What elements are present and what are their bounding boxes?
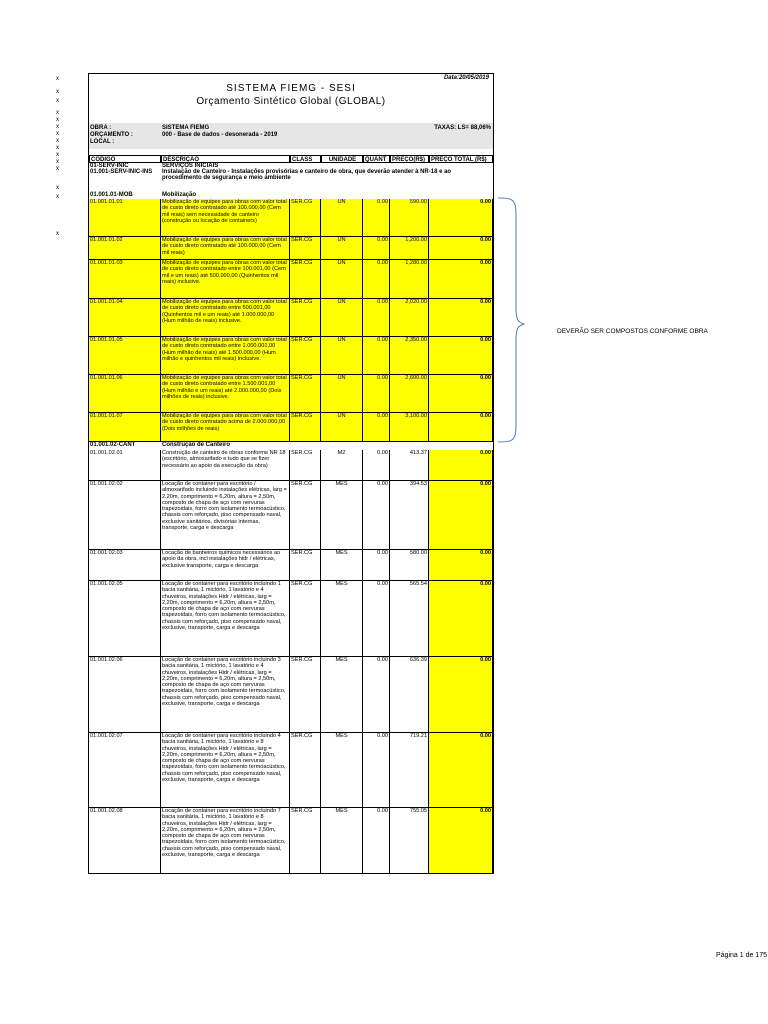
item-class: SER.CG xyxy=(290,413,321,442)
item-unit: MES xyxy=(321,481,363,550)
item-total: 0.00 xyxy=(429,657,493,733)
table-row xyxy=(89,657,493,733)
item-description: Construção de canteiro de obras conforme NR 18 (escritório, almoxarifado e tudo que se fizer necessário ao apoio da execução da obra) xyxy=(161,450,290,481)
item-unit: UN xyxy=(321,413,363,442)
item-description: Mobilização de equipes para obras com valor total de custo direto contratado entre 500.001,00 (Quinhentos mil e um reais) até 1.000.000,00 (Hum milhão de reais) inclusive. xyxy=(161,299,290,337)
item-description: Locação de container para escritório incluindo 1 bacia sanitária, 1 mictório, 1 lavatório e 4 chuveiros, instalações Hidr / elétricas, larg = 2,20m, comprimento = 6,20m, altura = 2,50m, composto de chapa de aço com nervuras trapezoidais, forro com isolamento termoacústico, chassis com reforçado, piso compensado naval, exclusive, transporte, carga e descarga xyxy=(161,581,290,657)
margin-mark: x xyxy=(56,89,59,95)
item-class: SER.CG xyxy=(290,481,321,550)
item-description: Mobilização de equipes para obras com valor total de custo direto contratado entre 100.001,00 (Cem mil e um reais) até 500.000,00 (Quinhentos mil reais) inclusive. xyxy=(161,260,290,299)
item-quantity: 0.00 xyxy=(363,481,390,550)
orcamento-label: ORÇAMENTO : xyxy=(90,132,133,138)
margin-mark: x xyxy=(56,138,59,144)
item-unit: UN xyxy=(321,199,363,237)
page-number: Página 1 de 175 xyxy=(716,952,767,959)
item-description: Mobilização de equipes para obras com valor total de custo direto contratado até 100.000,00 (Cem mil reais) xyxy=(161,237,290,260)
table-row xyxy=(89,237,493,260)
item-code: 01.001.01.02 xyxy=(89,237,161,260)
margin-mark: x xyxy=(56,152,59,158)
section-description: Construção de Canteiro xyxy=(162,442,231,448)
item-class: SER.CG xyxy=(290,199,321,237)
item-class: SER.CG xyxy=(290,337,321,375)
item-quantity: 0.00 xyxy=(363,299,390,337)
item-quantity: 0.00 xyxy=(363,657,390,733)
item-description: Locação de container para escritório incluindo 4 bacia sanitária, 1 mictório, 1 lavatório e 8 chuveiros, instalações Hidr / elétricas, larg = 2,20m, comprimento = 6,20m, altura = 2,50m, composto de chapa de aço com nervuras trapezoidais, forro com isolamento termoacústico, chassis com reforçado, piso compensado naval, exclusive, transporte, carga e descarga xyxy=(161,733,290,808)
item-total: 0.00 xyxy=(429,413,493,442)
report-subtitle: Orçamento Sintético Global (GLOBAL) xyxy=(196,96,386,107)
table-row xyxy=(89,733,493,808)
table-row xyxy=(89,450,493,481)
item-total: 0.00 xyxy=(429,260,493,299)
item-class: SER.CG xyxy=(290,450,321,481)
margin-mark: x xyxy=(56,194,59,200)
item-unit: MES xyxy=(321,581,363,657)
margin-mark: x xyxy=(56,131,59,137)
item-unit: MES xyxy=(321,550,363,581)
item-quantity: 0.00 xyxy=(363,375,390,413)
margin-mark: x xyxy=(56,231,59,237)
table-row xyxy=(89,299,493,337)
item-price: 755.05 xyxy=(390,808,429,874)
item-price: 2,350.00 xyxy=(390,337,429,375)
item-quantity: 0.00 xyxy=(363,413,390,442)
table-row xyxy=(89,413,493,442)
item-quantity: 0.00 xyxy=(363,237,390,260)
item-code: 01.001.02.03 xyxy=(89,550,161,581)
project-info-band xyxy=(89,123,493,149)
item-total: 0.00 xyxy=(429,375,493,413)
item-total: 0.00 xyxy=(429,581,493,657)
report-date: Data:20/05/2019 xyxy=(443,75,489,81)
local-label: LOCAL : xyxy=(90,139,115,145)
item-code: 01.001.02.05 xyxy=(89,581,161,657)
table-row xyxy=(89,550,493,581)
item-quantity: 0.00 xyxy=(363,550,390,581)
item-code: 01.001.02.07 xyxy=(89,733,161,808)
margin-mark: x xyxy=(56,124,59,130)
item-total: 0.00 xyxy=(429,450,493,481)
margin-mark: x xyxy=(56,98,59,104)
item-description: Mobilização de equipes para obras com valor total de custo direto contratado entre 1.500.001,00 (Hum milhão e um reais) até 2.000.000,00 (Dois milhões de reais) inclusive. xyxy=(161,375,290,413)
column-header-class: CLASS xyxy=(290,155,321,163)
item-price: 565.54 xyxy=(390,581,429,657)
table-row xyxy=(89,199,493,237)
item-description: Locação de container para escritório incluindo 7 bacia sanitária, 1 mictório, 1 lavatório e 8 chuveiros, instalações Hidr / elétricas, larg = 2,20m, comprimento = 6,20m, altura = 2,50m, composto de chapa de aço com nervuras trapezoidais, forro com isolamento termoacústico, chassis com reforçado, piso compensado naval, exclusive, transporte, carga e descarga xyxy=(161,808,290,874)
item-code: 01.001.01.04 xyxy=(89,299,161,337)
taxas-label: TAXAS: LS= 88,06% xyxy=(434,125,491,131)
item-quantity: 0.00 xyxy=(363,581,390,657)
orcamento-value: 000 - Base de dados - desonerada - 2019 xyxy=(162,132,278,138)
item-price: 590.00 xyxy=(390,199,429,237)
item-class: SER.CG xyxy=(290,657,321,733)
item-unit: UN xyxy=(321,237,363,260)
margin-mark: x xyxy=(56,166,59,172)
margin-mark: x xyxy=(56,110,59,116)
item-total: 0.00 xyxy=(429,199,493,237)
margin-mark: x xyxy=(56,145,59,151)
column-header-description: DESCRIÇÃO xyxy=(161,155,290,163)
item-code: 01.001.01.03 xyxy=(89,260,161,299)
margin-mark: x xyxy=(56,76,59,82)
item-price: 2,600.00 xyxy=(390,375,429,413)
table-row xyxy=(89,481,493,550)
item-code: 01.001.02.08 xyxy=(89,808,161,874)
item-description: Locação de banheiros químicos necessários ao apoio da obra, incl instalações hidr / elétricas, exclusive transporte, carga e descarga xyxy=(161,550,290,581)
item-code: 01.001.02.01 xyxy=(89,450,161,481)
item-description: Mobilização de equipes para obras com valor total de custo direto contratado acima de 2.000.000,00 (Dois milhões de reais) xyxy=(161,413,290,442)
item-description: Locação de container para escritório incluindo 3 bacia sanitária, 1 mictório, 1 lavatório e 4 chuveiros, instalações Hidr / elétricas, larg = 2,20m, comprimento = 6,20m, altura = 2,50m, composto de chapa de aço com nervuras trapezoidais, forro com isolamento termoacústico, chassis com reforçado, piso compensado naval, exclusive, transporte, carga e descarga xyxy=(161,657,290,733)
column-header-code: CÓDIGO xyxy=(89,155,161,163)
annotation-note: DEVERÃO SER COMPOSTOS CONFORME OBRA xyxy=(557,328,708,335)
table-row xyxy=(89,337,493,375)
item-price: 1,200.00 xyxy=(390,237,429,260)
item-price: 2,020.00 xyxy=(390,299,429,337)
item-unit: UN xyxy=(321,299,363,337)
item-total: 0.00 xyxy=(429,481,493,550)
column-header-price: PREÇO(R$) xyxy=(390,155,429,163)
section-code: 01.001.01-MOB xyxy=(90,192,133,198)
item-total: 0.00 xyxy=(429,733,493,808)
item-price: 1,280.00 xyxy=(390,260,429,299)
item-quantity: 0.00 xyxy=(363,808,390,874)
item-total: 0.00 xyxy=(429,808,493,874)
item-price: 413.37 xyxy=(390,450,429,481)
item-unit: MES xyxy=(321,657,363,733)
item-quantity: 0.00 xyxy=(363,199,390,237)
group-description: SERVIÇOS INICIAIS xyxy=(162,163,219,169)
obra-value: SISTEMA FIEMG xyxy=(162,125,210,131)
item-description: Locação de container para escritório / almoxarifado incluindo instalações elétricas, larg = 2,20m, comprimento = 6,20m, altura = 2,50m, composto de chapa de aço com nervuras trapezoidais, forro com isolamento termoacústico, chassis com reforçado, piso compensado naval, exclusive sanitários, divisórias internas, transporte, carga e descarga xyxy=(161,481,290,550)
system-title: SISTEMA FIEMG - SESI xyxy=(226,83,356,94)
item-price: 394.53 xyxy=(390,481,429,550)
item-unit: UN xyxy=(321,260,363,299)
item-unit: UN xyxy=(321,337,363,375)
table-row xyxy=(89,581,493,657)
item-price: 3,100.00 xyxy=(390,413,429,442)
table-row xyxy=(89,808,493,874)
item-total: 0.00 xyxy=(429,237,493,260)
item-quantity: 0.00 xyxy=(363,260,390,299)
subgroup-description: Instalação de Canteiro - Instalações provisórias e canteiro de obra, que deverão atender à NR-18 e ao procedimento de segurança e meio ambiente xyxy=(162,169,452,181)
item-price: 580.00 xyxy=(390,550,429,581)
obra-label: OBRA : xyxy=(90,125,112,131)
item-class: SER.CG xyxy=(290,375,321,413)
item-code: 01.001.02.06 xyxy=(89,657,161,733)
section-description: Mobilização xyxy=(162,192,197,198)
item-code: 01.001.01.06 xyxy=(89,375,161,413)
item-code: 01.001.02.02 xyxy=(89,481,161,550)
budget-sheet xyxy=(88,73,494,874)
item-total: 0.00 xyxy=(429,550,493,581)
item-total: 0.00 xyxy=(429,337,493,375)
table-row xyxy=(89,375,493,413)
column-header-total: PREÇO TOTAL (R$) xyxy=(429,155,493,163)
item-class: SER.CG xyxy=(290,581,321,657)
item-price: 719.21 xyxy=(390,733,429,808)
item-class: SER.CG xyxy=(290,733,321,808)
margin-mark: x xyxy=(56,159,59,165)
item-class: SER.CG xyxy=(290,808,321,874)
item-class: SER.CG xyxy=(290,260,321,299)
item-unit: MES xyxy=(321,808,363,874)
table-row xyxy=(89,260,493,299)
item-class: SER.CG xyxy=(290,550,321,581)
section-code: 01.001.02-CANT xyxy=(90,442,136,448)
item-unit: UN xyxy=(321,375,363,413)
bracket-annotation xyxy=(496,196,526,446)
subgroup-code: 01.001-SERV-INIC-INS xyxy=(90,169,153,175)
item-class: SER.CG xyxy=(290,299,321,337)
item-unit: MES xyxy=(321,733,363,808)
margin-mark: x xyxy=(56,185,59,191)
item-price: 636.39 xyxy=(390,657,429,733)
column-header-quantity: QUANT xyxy=(363,155,390,163)
item-quantity: 0.00 xyxy=(363,337,390,375)
item-description: Mobilização de equipes para obras com valor total de custo direto contratado entre 1.000.001,00 (Hum milhão de reais) até 1.500.000,00 (Hum milhão e quinhentos mil reais) inclusive. xyxy=(161,337,290,375)
item-quantity: 0.00 xyxy=(363,450,390,481)
item-class: SER.CG xyxy=(290,237,321,260)
group-code: 01-SERV-INIC xyxy=(90,163,129,169)
item-total: 0.00 xyxy=(429,299,493,337)
item-code: 01.001.01.05 xyxy=(89,337,161,375)
item-description: Mobilização de equipes para obras com valor total de custo direto contratado até 100.000,00 (Cem mil reais) sem necessidade de canteiro (construção ou locação de containers) xyxy=(161,199,290,237)
column-header-unit: UNIDADE xyxy=(321,155,363,163)
item-quantity: 0.00 xyxy=(363,733,390,808)
item-code: 01.001.01.07 xyxy=(89,413,161,442)
item-unit: M2 xyxy=(321,450,363,481)
margin-mark: x xyxy=(56,117,59,123)
item-code: 01.001.01.01 xyxy=(89,199,161,237)
